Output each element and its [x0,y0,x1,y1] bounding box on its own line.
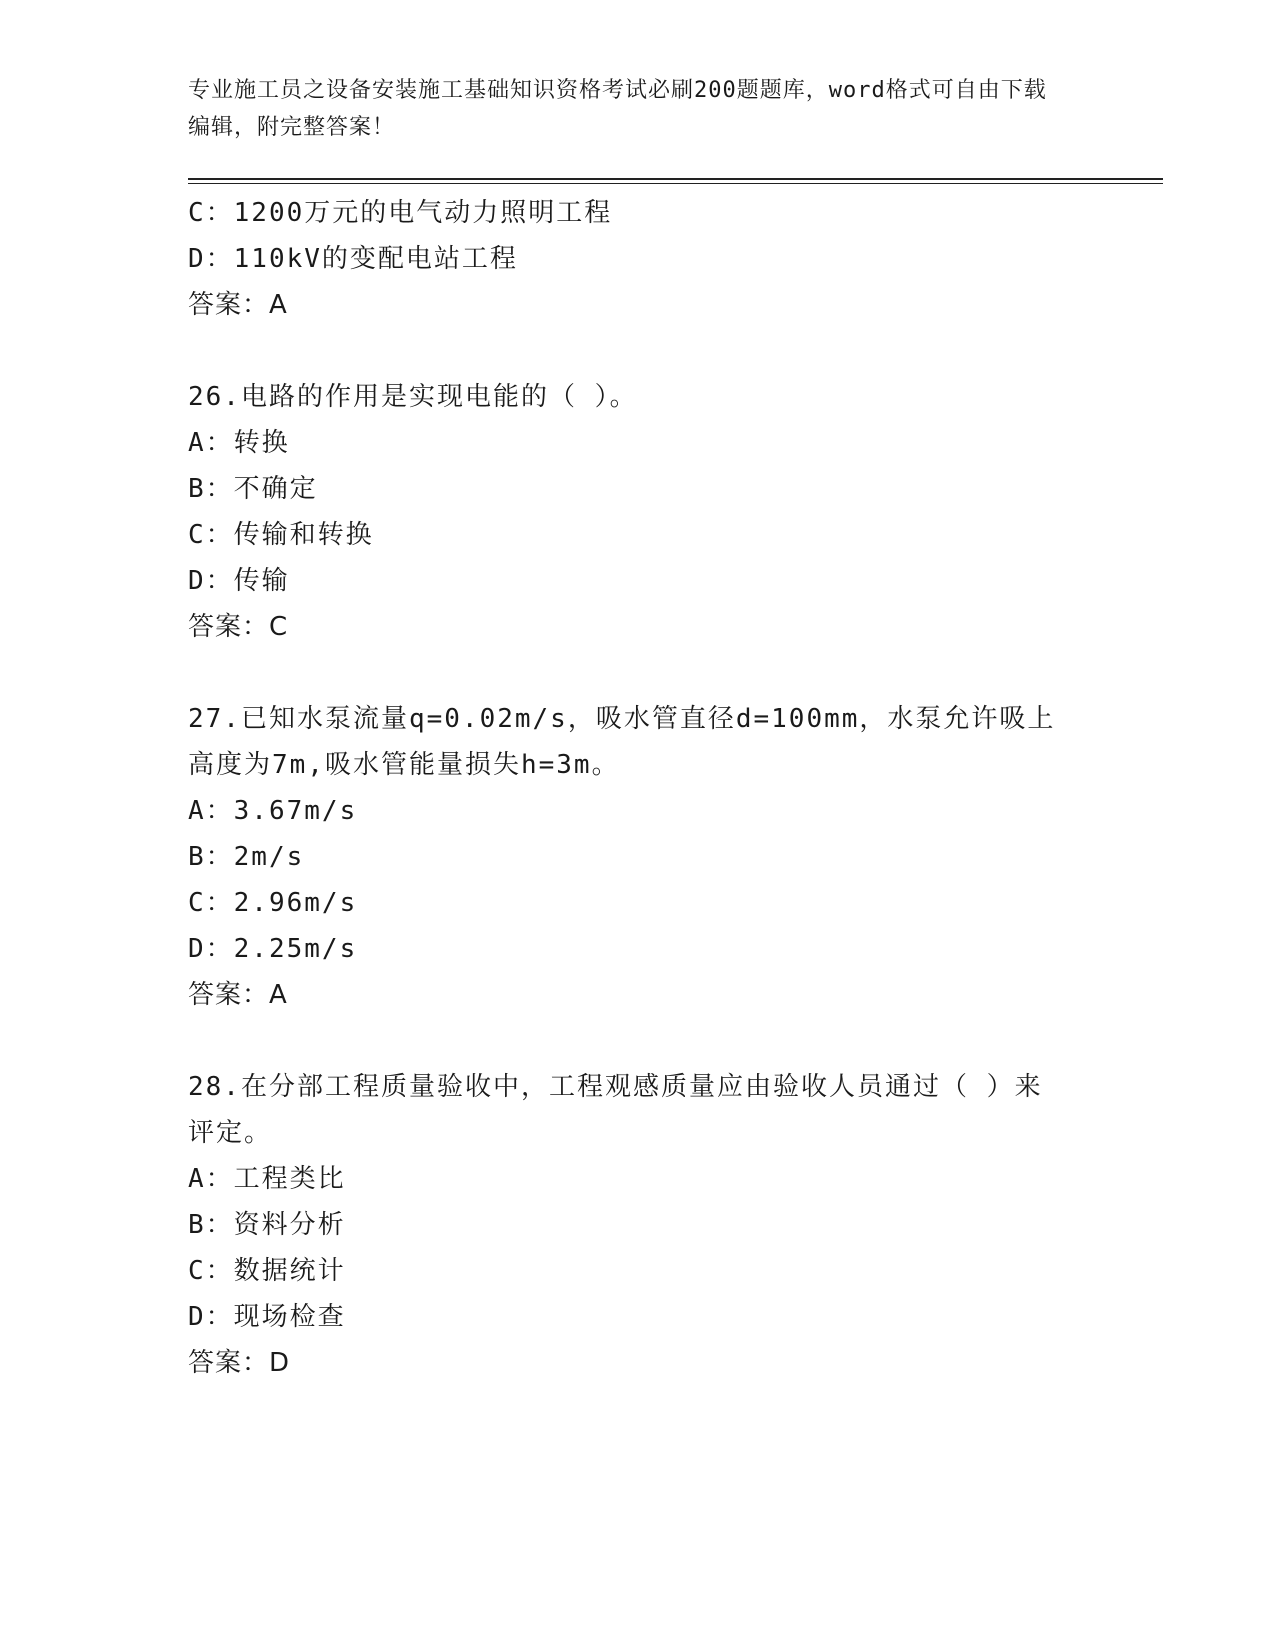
option-c: C：2.96m/s [188,888,358,918]
header-divider-thin [188,183,1163,184]
option-b: B：2m/s [188,842,305,872]
option-b: B：不确定 [188,474,318,504]
question-25-continuation [188,190,1088,328]
answer-line: 答案：A [188,290,288,320]
question-text: 27.已知水泵流量q=0.02m/s，吸水管直径d=100mm，水泵允许吸上高度为7m,吸水管能量损失h=3m。 [188,704,1056,780]
header-divider-thick [188,178,1163,180]
option-c: C：1200万元的电气动力照明工程 [188,198,613,228]
option-b: B：资料分析 [188,1210,346,1240]
option-c: C：数据统计 [188,1256,346,1286]
option-d: D：传输 [188,566,290,596]
question-list [188,190,1088,1386]
question-text: 26.电路的作用是实现电能的（ ）。 [188,382,638,412]
spacer [188,328,1088,374]
answer-line: 答案：A [188,980,288,1010]
option-d: D：现场检查 [188,1302,346,1332]
option-a: A：3.67m/s [188,796,358,826]
option-c: C：传输和转换 [188,520,374,550]
spacer [188,650,1088,696]
answer-line: 答案：C [188,612,289,642]
question-27 [188,696,1088,1018]
answer-line: 答案：D [188,1348,291,1378]
option-d: D：110kV的变配电站工程 [188,244,518,274]
question-text: 28.在分部工程质量验收中，工程观感质量应由验收人员通过（ ）来评定。 [188,1072,1043,1148]
option-a: A：转换 [188,428,290,458]
option-a: A：工程类比 [188,1164,346,1194]
spacer [188,1018,1088,1064]
question-26 [188,374,1088,650]
document-header: 专业施工员之设备安装施工基础知识资格考试必刷200题题库，word格式可自由下载编辑，附完整答案！ [188,78,1047,140]
option-d: D：2.25m/s [188,934,358,964]
question-28 [188,1064,1088,1386]
